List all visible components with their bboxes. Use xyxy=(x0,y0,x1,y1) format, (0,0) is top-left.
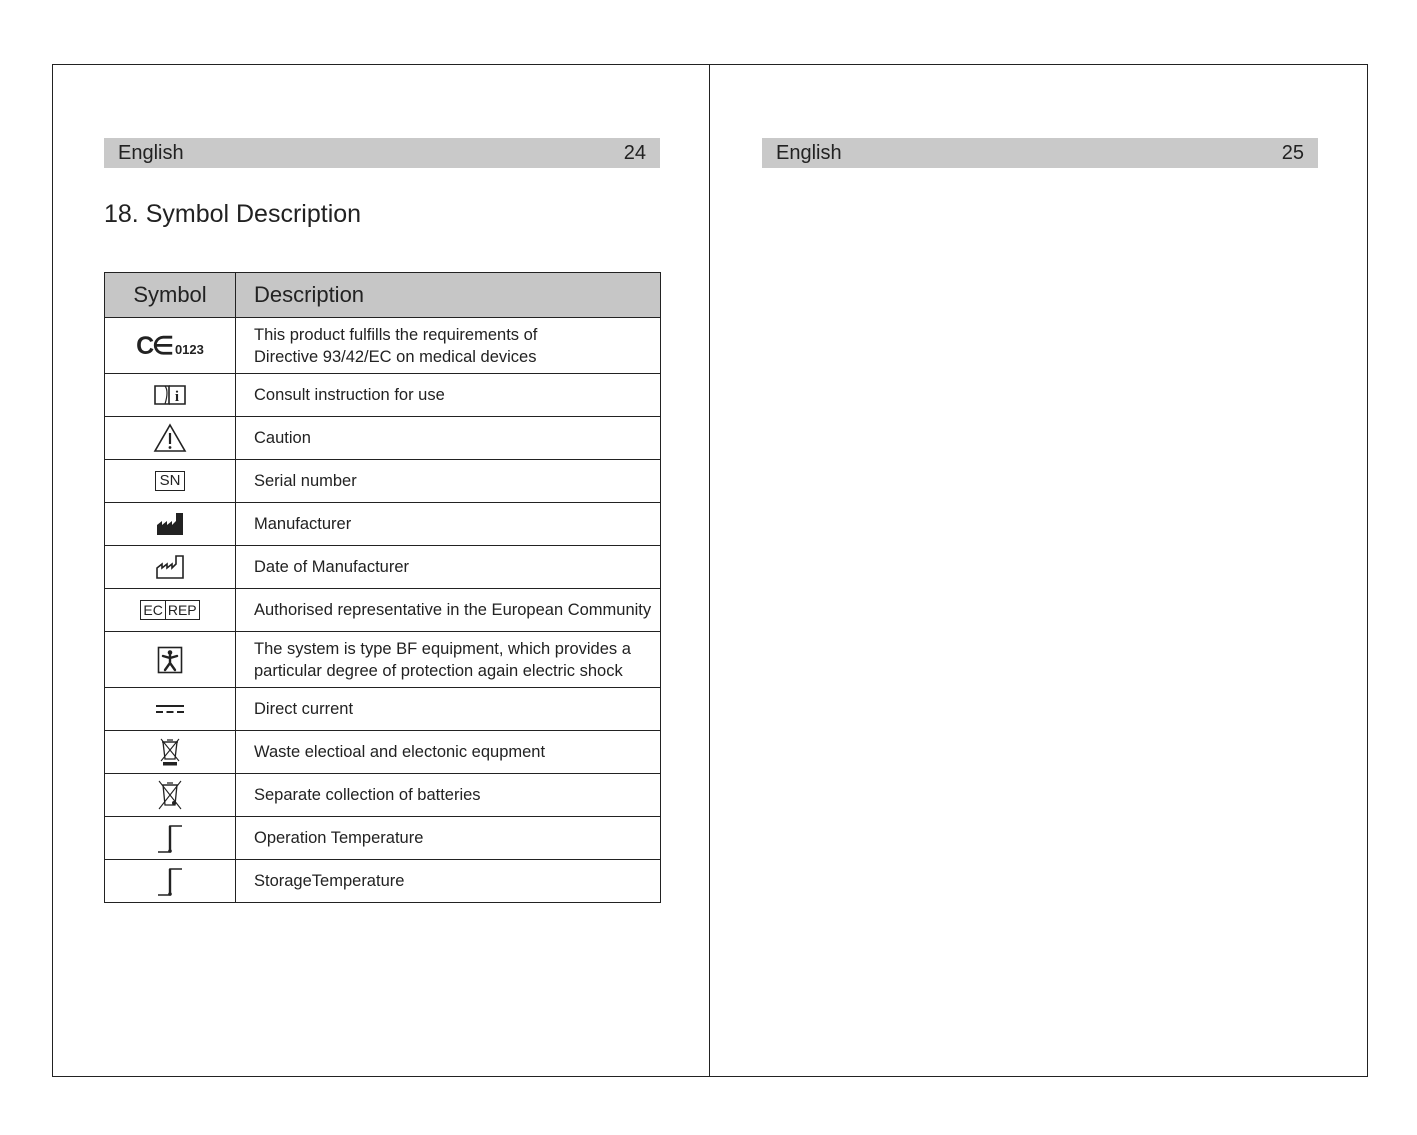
storage-temperature-icon xyxy=(150,865,190,897)
symbol-cell xyxy=(105,460,236,503)
description-cell: Caution xyxy=(236,417,661,460)
ec-rep-icon: EC REP xyxy=(140,600,199,620)
ce-mark-icon: C∈ 0123 xyxy=(136,331,204,360)
symbol-cell xyxy=(105,817,236,860)
description-cell: Separate collection of batteries xyxy=(236,774,661,817)
header-language: English xyxy=(118,141,184,164)
type-bf-icon xyxy=(157,646,183,674)
header-language: English xyxy=(776,141,842,164)
table-row xyxy=(105,546,661,589)
description-cell: Waste electioal and electonic equpment xyxy=(236,731,661,774)
description-cell: The system is type BF equipment, which provides a particular degree of protection again electric shock xyxy=(236,632,661,688)
page-number: 24 xyxy=(623,141,646,164)
symbol-table xyxy=(104,272,661,903)
symbol-cell xyxy=(105,688,236,731)
symbol-cell xyxy=(105,318,236,374)
table-row xyxy=(105,632,661,688)
description-cell: This product fulfills the requirements of Directive 93/42/EC on medical devices xyxy=(236,318,661,374)
column-header-symbol: Symbol xyxy=(105,273,236,318)
description-cell: Authorised representative in the European Community xyxy=(236,589,661,632)
symbol-cell xyxy=(105,503,236,546)
table-row xyxy=(105,817,661,860)
section-title: 18. Symbol Description xyxy=(104,200,362,228)
symbol-cell xyxy=(105,417,236,460)
table-row xyxy=(105,860,661,903)
table-row xyxy=(105,374,661,417)
description-cell: Consult instruction for use xyxy=(236,374,661,417)
symbol-cell xyxy=(105,632,236,688)
operation-temperature-icon xyxy=(150,822,190,854)
page-header-right xyxy=(762,138,1318,168)
description-cell: Serial number xyxy=(236,460,661,503)
battery-bin-icon xyxy=(156,779,184,811)
table-row xyxy=(105,731,661,774)
consult-instructions-icon xyxy=(153,383,187,407)
symbol-cell xyxy=(105,374,236,417)
table-row xyxy=(105,589,661,632)
serial-number-icon: SN xyxy=(155,471,186,491)
svg-text:i: i xyxy=(174,389,180,405)
description-cell: StorageTemperature xyxy=(236,860,661,903)
date-of-manufacture-icon xyxy=(155,554,185,580)
description-cell: Direct current xyxy=(236,688,661,731)
description-cell: Manufacturer xyxy=(236,503,661,546)
table-header-row xyxy=(105,273,661,318)
description-cell: Operation Temperature xyxy=(236,817,661,860)
table-row xyxy=(105,503,661,546)
symbol-cell xyxy=(105,589,236,632)
symbol-cell xyxy=(105,860,236,903)
weee-bin-icon xyxy=(158,737,182,767)
caution-triangle-icon xyxy=(153,423,187,453)
table-row xyxy=(105,774,661,817)
table-row xyxy=(105,318,661,374)
table-row xyxy=(105,417,661,460)
description-cell: Date of Manufacturer xyxy=(236,546,661,589)
table-row xyxy=(105,460,661,503)
symbol-cell xyxy=(105,774,236,817)
direct-current-icon xyxy=(154,702,186,716)
page-header-left xyxy=(104,138,660,168)
manufacturer-icon xyxy=(155,511,185,537)
table-row xyxy=(105,688,661,731)
page-number: 25 xyxy=(1281,141,1304,164)
symbol-cell xyxy=(105,546,236,589)
column-header-description: Description xyxy=(236,273,661,318)
symbol-cell xyxy=(105,731,236,774)
page-divider xyxy=(709,64,710,1077)
